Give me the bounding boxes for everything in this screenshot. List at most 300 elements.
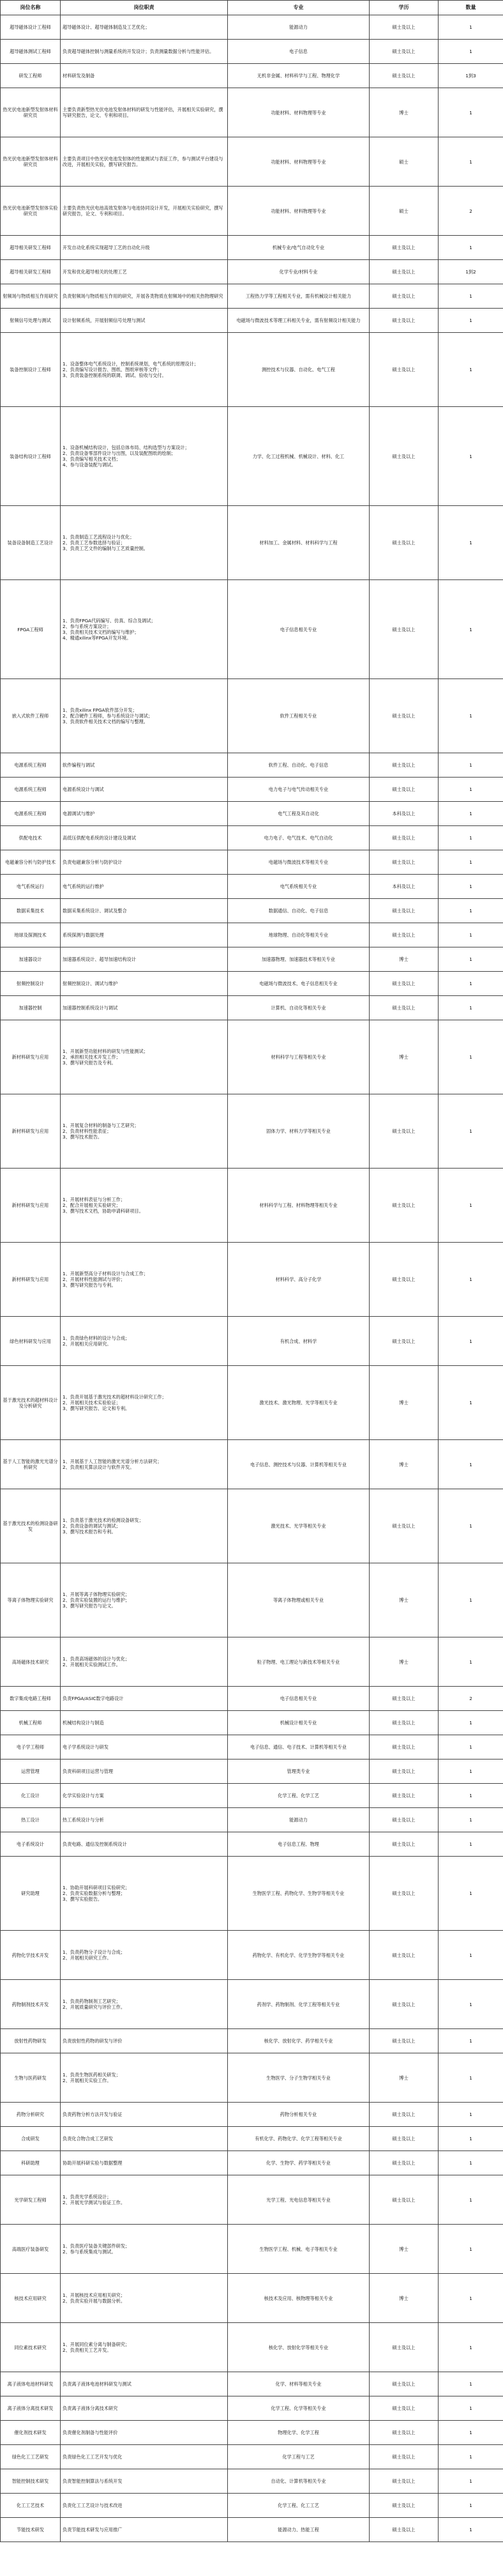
table-row bbox=[1, 64, 503, 88]
count-cell: 1 bbox=[439, 875, 503, 899]
job-title-cell: 热工设计 bbox=[1, 1808, 61, 1832]
education-cell: 硕士及以上 bbox=[370, 2127, 439, 2151]
education-cell: 博士 bbox=[370, 88, 439, 137]
education-cell: 硕士及以上 bbox=[370, 236, 439, 260]
major-cell: 功能材料、材料物理等专业 bbox=[228, 88, 370, 137]
count-cell: 1到2 bbox=[439, 260, 503, 284]
job-title-cell: 热光伏电池新型发射体材料研究员 bbox=[1, 137, 61, 187]
duties-cell: 1、负责光学系统设计； 2、开展光学测试与验证工作。 bbox=[61, 2175, 228, 2225]
count-cell: 1 bbox=[439, 1784, 503, 1808]
duties-cell: 射频控制设计、调试与维护 bbox=[61, 972, 228, 996]
count-cell: 1 bbox=[439, 580, 503, 679]
table-row bbox=[1, 137, 503, 187]
duties-cell: 1、负责基于激光技术的检测设备研发； 2、负责设备的调试与测试； 3、撰写技术报告和专利。 bbox=[61, 1489, 228, 1563]
duties-cell: 1、协助开展科研项目实验研究； 2、负责实验数据分析与整理； 3、撰写实验报告。 bbox=[61, 1857, 228, 1931]
major-cell: 机械专业/电气自动化专业 bbox=[228, 236, 370, 260]
count-cell: 1 bbox=[439, 1759, 503, 1784]
job-title-cell: 节能技术研发 bbox=[1, 2518, 61, 2542]
count-cell: 1 bbox=[439, 2494, 503, 2518]
major-cell: 药物化学、有机化学、化学生物学等相关专业 bbox=[228, 1931, 370, 1980]
duties-cell: 1、设备整体电气系统设计，控制系统规划，电气系统的原理设计； 2、负责编写设计报告、图纸、图纸审核等文件； 3、负责装备控制系统的联调、调试、验收与交付。 bbox=[61, 333, 228, 407]
major-cell: 管理类专业 bbox=[228, 1759, 370, 1784]
table-row bbox=[1, 1243, 503, 1317]
duties-cell: 电源系统设计与调试 bbox=[61, 778, 228, 802]
major-cell: 化学工程、化学等相关专业 bbox=[228, 2396, 370, 2421]
duties-cell: 负责超导磁体控制与测量系统的开发设计；负责测量数据分析与性能评估。 bbox=[61, 40, 228, 64]
major-cell: 电子信息 bbox=[228, 40, 370, 64]
duties-cell: 主要负责热光伏电池高效发射体与电池协同设计开发，开展相关实验研究，撰写研究报告，论文、专利和项目。 bbox=[61, 187, 228, 236]
duties-cell: 负责节能技术研发与应用推广 bbox=[61, 2518, 228, 2542]
job-title-cell: 等离子体物理实验研究 bbox=[1, 1563, 61, 1637]
duties-cell: 负责科研项目运营与管理 bbox=[61, 1759, 228, 1784]
education-cell: 硕士及以上 bbox=[370, 923, 439, 947]
major-cell: 固体力学、材料力学等相关专业 bbox=[228, 1094, 370, 1169]
education-cell: 硕士 bbox=[370, 137, 439, 187]
education-cell: 硕士及以上 bbox=[370, 1094, 439, 1169]
job-title-cell: 光学研发工程师 bbox=[1, 2175, 61, 2225]
table-row bbox=[1, 1094, 503, 1169]
job-title-cell: 电磁兼容分析与防护技术 bbox=[1, 850, 61, 875]
education-cell: 硕士及以上 bbox=[370, 1857, 439, 1931]
duties-cell: 主要负责新型热光伏电池发射体材料的研发与性能评估，开展相关实验研究，撰写研究报告，论文、专利和项目。 bbox=[61, 88, 228, 137]
job-title-cell: 离子液体电池材料研发 bbox=[1, 2372, 61, 2396]
count-cell: 1 bbox=[439, 2103, 503, 2127]
duties-cell: 1、负责开展基于激光技术的超材料设计研究工作； 2、开展相关技术实验验证； 3、撰写研究报告、论文和专利。 bbox=[61, 1366, 228, 1440]
job-title-cell: 电源系统工程师 bbox=[1, 778, 61, 802]
job-title-cell: 高端医疗装备研发 bbox=[1, 2225, 61, 2274]
table-row bbox=[1, 2103, 503, 2127]
major-cell: 化学工程、化工工艺 bbox=[228, 2494, 370, 2518]
count-cell: 1 bbox=[439, 2396, 503, 2421]
education-cell: 硕士及以上 bbox=[370, 1784, 439, 1808]
education-cell: 硕士及以上 bbox=[370, 1711, 439, 1735]
count-cell: 1 bbox=[439, 996, 503, 1020]
table-row bbox=[1, 2151, 503, 2175]
education-cell: 硕士及以上 bbox=[370, 2372, 439, 2396]
count-cell: 1 bbox=[439, 899, 503, 923]
count-cell: 1 bbox=[439, 2421, 503, 2445]
duties-cell: 系统探测与数据处理 bbox=[61, 923, 228, 947]
table-row bbox=[1, 972, 503, 996]
table-row bbox=[1, 2518, 503, 2542]
count-cell: 1 bbox=[439, 284, 503, 309]
education-cell: 硕士及以上 bbox=[370, 1687, 439, 1711]
table-row bbox=[1, 407, 503, 506]
major-cell: 生物医学工程、机械、电子等相关专业 bbox=[228, 2225, 370, 2274]
duties-cell: 1、负责生物医药相关研发； 2、开展相关实验工作。 bbox=[61, 2053, 228, 2103]
major-cell: 化学专业/材料专业 bbox=[228, 260, 370, 284]
education-cell: 硕士及以上 bbox=[370, 996, 439, 1020]
table-row bbox=[1, 1169, 503, 1243]
job-title-cell: 嵌入式软件工程师 bbox=[1, 679, 61, 753]
education-cell: 博士 bbox=[370, 1366, 439, 1440]
education-cell: 硕士及以上 bbox=[370, 2175, 439, 2225]
education-cell: 硕士及以上 bbox=[370, 1489, 439, 1563]
table-row bbox=[1, 333, 503, 407]
education-cell: 硕士及以上 bbox=[370, 899, 439, 923]
count-cell: 1 bbox=[439, 1243, 503, 1317]
duties-cell: 软件编程与调试 bbox=[61, 753, 228, 778]
major-cell: 软件工程相关专业 bbox=[228, 679, 370, 753]
major-cell: 电力电子与电气传动相关专业 bbox=[228, 778, 370, 802]
duties-cell: 1、负责绿色材料的设计与合成； 2、开展相关应用研究。 bbox=[61, 1317, 228, 1366]
major-cell: 材料科学与工程等相关专业 bbox=[228, 1020, 370, 1094]
table-row bbox=[1, 899, 503, 923]
count-cell: 2 bbox=[439, 187, 503, 236]
table-row bbox=[1, 2372, 503, 2396]
table-row bbox=[1, 1563, 503, 1637]
major-cell: 地球物理、自动化等相关专业 bbox=[228, 923, 370, 947]
job-title-cell: 运营管理 bbox=[1, 1759, 61, 1784]
major-cell: 等离子体物理或相关专业 bbox=[228, 1563, 370, 1637]
table-row bbox=[1, 1020, 503, 1094]
education-cell: 硕士及以上 bbox=[370, 1980, 439, 2029]
major-cell: 化学、材料等相关专业 bbox=[228, 2372, 370, 2396]
major-cell: 计算机、自动化等相关专业 bbox=[228, 996, 370, 1020]
education-cell: 硕士及以上 bbox=[370, 2494, 439, 2518]
count-cell: 1 bbox=[439, 506, 503, 580]
job-title-cell: 化工工艺技术 bbox=[1, 2494, 61, 2518]
job-title-cell: 热光伏电池新型发射体实验研究员 bbox=[1, 187, 61, 236]
major-cell: 化学工程、化学工艺 bbox=[228, 1784, 370, 1808]
major-cell: 粒子物理、电工理论与新技术等相关专业 bbox=[228, 1637, 370, 1687]
major-cell: 核技术及应用、核物理等相关专业 bbox=[228, 2274, 370, 2323]
job-title-cell: 药物化学技术开发 bbox=[1, 1931, 61, 1980]
count-cell: 2 bbox=[439, 1687, 503, 1711]
duties-cell: 负责离子液体分离技术研究 bbox=[61, 2396, 228, 2421]
major-cell: 药剂学、药物制剂、化学工程等相关专业 bbox=[228, 1980, 370, 2029]
education-cell: 硕士及以上 bbox=[370, 2469, 439, 2494]
job-title-cell: 药物分析研究 bbox=[1, 2103, 61, 2127]
education-cell: 本科及以上 bbox=[370, 802, 439, 826]
duties-cell: 负责离子液体电池材料研发与测试 bbox=[61, 2372, 228, 2396]
education-cell: 博士 bbox=[370, 1637, 439, 1687]
count-cell: 1 bbox=[439, 778, 503, 802]
table-row bbox=[1, 679, 503, 753]
education-cell: 博士 bbox=[370, 2274, 439, 2323]
count-cell: 1 bbox=[439, 333, 503, 407]
duties-cell: 开发自动化系统实现超导工艺的自动化升级 bbox=[61, 236, 228, 260]
education-cell: 硕士及以上 bbox=[370, 506, 439, 580]
count-cell: 1 bbox=[439, 1169, 503, 1243]
major-cell: 电磁场与微波技术等理工科相关专业，需有射频设计相关能力 bbox=[228, 309, 370, 333]
duties-cell: 电气系统的运行维护 bbox=[61, 875, 228, 899]
duties-cell: 热工系统设计与分析 bbox=[61, 1808, 228, 1832]
duties-cell: 1、负责药物制剂工艺研究； 2、开展质量研究与评价工作。 bbox=[61, 1980, 228, 2029]
job-title-cell: 热光伏电池新型发射体材料研究员 bbox=[1, 88, 61, 137]
job-title-cell: 射频控制设计 bbox=[1, 972, 61, 996]
count-cell: 1 bbox=[439, 802, 503, 826]
job-title-cell: 加速器控制 bbox=[1, 996, 61, 1020]
count-cell: 1 bbox=[439, 88, 503, 137]
count-cell: 1 bbox=[439, 2445, 503, 2469]
job-title-cell: 装备设备制造工艺设计 bbox=[1, 506, 61, 580]
table-row bbox=[1, 875, 503, 899]
duties-cell: 1、负责药物分子设计与合成； 2、开展相关研究工作。 bbox=[61, 1931, 228, 1980]
table-row bbox=[1, 2029, 503, 2053]
job-title-cell: 超导磁体测试工程师 bbox=[1, 40, 61, 64]
job-title-cell: 装备控制设计工程师 bbox=[1, 333, 61, 407]
count-cell: 1 bbox=[439, 2323, 503, 2372]
education-cell: 硕士及以上 bbox=[370, 15, 439, 40]
duties-cell: 1、开展基于人工智能的激光光谱分析方法研究； 2、负责相关算法设计与软件开发。 bbox=[61, 1440, 228, 1489]
duties-cell: 负责智能控制算法与系统开发 bbox=[61, 2469, 228, 2494]
header-major: 专业 bbox=[228, 1, 370, 15]
table-row bbox=[1, 802, 503, 826]
major-cell: 电子信息工程、物理 bbox=[228, 1832, 370, 1857]
table-row bbox=[1, 40, 503, 64]
job-title-cell: 数据采集技术 bbox=[1, 899, 61, 923]
duties-cell: 1、开展复合材料的制备与工艺研究； 2、负责材料性能表征； 3、撰写技术报告。 bbox=[61, 1094, 228, 1169]
job-title-cell: 基于人工智能的激光光谱分析研究 bbox=[1, 1440, 61, 1489]
table-row bbox=[1, 2175, 503, 2225]
duties-cell: 超导磁体设计、超导磁体制造及工艺优化； bbox=[61, 15, 228, 40]
count-cell: 1 bbox=[439, 1711, 503, 1735]
job-title-cell: 基于激光技术的超材料设计及分析研究 bbox=[1, 1366, 61, 1440]
major-cell: 核化学、放射化学等相关专业 bbox=[228, 2323, 370, 2372]
table-row bbox=[1, 2494, 503, 2518]
education-cell: 硕士及以上 bbox=[370, 1832, 439, 1857]
count-cell: 1 bbox=[439, 2518, 503, 2542]
major-cell: 电子信息相关专业 bbox=[228, 580, 370, 679]
education-cell: 博士 bbox=[370, 2225, 439, 2274]
education-cell: 硕士及以上 bbox=[370, 260, 439, 284]
duties-cell: 1、负责医疗装备关键部件研发； 2、参与系统集成与测试。 bbox=[61, 2225, 228, 2274]
duties-cell: 负责电磁兼容分析与防护设计 bbox=[61, 850, 228, 875]
duties-cell: 1、开展等离子体物理实验研究； 2、负责实验装置的运行与维护； 3、撰写研究报告与论文。 bbox=[61, 1563, 228, 1637]
education-cell: 硕士及以上 bbox=[370, 40, 439, 64]
count-cell: 1 bbox=[439, 1637, 503, 1687]
major-cell: 机械设计相关专业 bbox=[228, 1711, 370, 1735]
duties-cell: 材料研发及制备 bbox=[61, 64, 228, 88]
major-cell: 电气系统相关专业 bbox=[228, 875, 370, 899]
education-cell: 硕士及以上 bbox=[370, 679, 439, 753]
job-title-cell: 装备结构设计工程师 bbox=[1, 407, 61, 506]
education-cell: 硕士及以上 bbox=[370, 2103, 439, 2127]
major-cell: 核化学、放射化学、药学相关专业 bbox=[228, 2029, 370, 2053]
major-cell: 材料科学与工程、材料物理等相关专业 bbox=[228, 1169, 370, 1243]
table-row bbox=[1, 1759, 503, 1784]
education-cell: 硕士及以上 bbox=[370, 850, 439, 875]
count-cell: 1 bbox=[439, 826, 503, 850]
job-title-cell: 数字集成电路工程师 bbox=[1, 1687, 61, 1711]
major-cell: 测控技术与仪器、自动化、电气工程 bbox=[228, 333, 370, 407]
table-row bbox=[1, 1637, 503, 1687]
count-cell: 1 bbox=[439, 1808, 503, 1832]
job-title-cell: 同位素技术研究 bbox=[1, 2323, 61, 2372]
education-cell: 硕士及以上 bbox=[370, 972, 439, 996]
major-cell: 电子信息相关专业 bbox=[228, 1687, 370, 1711]
count-cell: 1 bbox=[439, 1366, 503, 1440]
job-title-cell: 电子系统设计 bbox=[1, 1832, 61, 1857]
job-title-cell: 新材料研发与应用 bbox=[1, 1169, 61, 1243]
education-cell: 博士 bbox=[370, 1440, 439, 1489]
job-title-cell: 放射性药物研发 bbox=[1, 2029, 61, 2053]
duties-cell: 1、开展新型高分子材料设计与合成工作； 2、开展材料性能测试与评价； 3、撰写研究报告与专利。 bbox=[61, 1243, 228, 1317]
count-cell: 1 bbox=[439, 1931, 503, 1980]
education-cell: 硕士 bbox=[370, 187, 439, 236]
count-cell: 1 bbox=[439, 923, 503, 947]
count-cell: 1 bbox=[439, 2469, 503, 2494]
job-title-cell: 药物制剂技术开发 bbox=[1, 1980, 61, 2029]
table-row bbox=[1, 260, 503, 284]
table-row bbox=[1, 923, 503, 947]
job-title-cell: 新材料研发与应用 bbox=[1, 1020, 61, 1094]
major-cell: 能源动力、热能工程 bbox=[228, 2518, 370, 2542]
job-title-cell: 高场磁体技术研究 bbox=[1, 1637, 61, 1687]
count-cell: 1 bbox=[439, 1317, 503, 1366]
job-title-cell: 绿色化工工艺研发 bbox=[1, 2445, 61, 2469]
job-title-cell: 电子学工程师 bbox=[1, 1735, 61, 1759]
count-cell: 1 bbox=[439, 972, 503, 996]
major-cell: 有机化学、药物化学、化学工程等相关专业 bbox=[228, 2127, 370, 2151]
education-cell: 硕士及以上 bbox=[370, 2396, 439, 2421]
education-cell: 博士 bbox=[370, 2053, 439, 2103]
duties-cell: 负责药物分析方法开发与验证 bbox=[61, 2103, 228, 2127]
table-row bbox=[1, 309, 503, 333]
job-title-cell: 智能控制技术研发 bbox=[1, 2469, 61, 2494]
count-cell: 1 bbox=[439, 309, 503, 333]
header-duties: 岗位职责 bbox=[61, 1, 228, 15]
table-row bbox=[1, 1832, 503, 1857]
major-cell: 材料科学、高分子化学 bbox=[228, 1243, 370, 1317]
job-title-cell: 地球及探测技术 bbox=[1, 923, 61, 947]
duties-cell: 负责化工工艺设计与技术改进 bbox=[61, 2494, 228, 2518]
education-cell: 硕士及以上 bbox=[370, 1735, 439, 1759]
major-cell: 电磁场与微波技术、电子信息相关专业 bbox=[228, 972, 370, 996]
job-title-cell: 机械工程师 bbox=[1, 1711, 61, 1735]
duties-cell: 1、负责高场磁体的设计与优化； 2、开展相关实验测试工作。 bbox=[61, 1637, 228, 1687]
count-cell: 1 bbox=[439, 2175, 503, 2225]
table-row bbox=[1, 506, 503, 580]
count-cell: 1 bbox=[439, 2274, 503, 2323]
job-title-cell: 催化剂技术研发 bbox=[1, 2421, 61, 2445]
education-cell: 硕士及以上 bbox=[370, 64, 439, 88]
table-row bbox=[1, 2053, 503, 2103]
header-count: 数量 bbox=[439, 1, 503, 15]
table-row bbox=[1, 236, 503, 260]
table-row bbox=[1, 187, 503, 236]
duties-cell: 负责FPGA/ASIC数字电路设计 bbox=[61, 1687, 228, 1711]
duties-cell: 负责放射性药物的研发与评价 bbox=[61, 2029, 228, 2053]
table-row bbox=[1, 996, 503, 1020]
job-title-cell: 核技术应用研究 bbox=[1, 2274, 61, 2323]
education-cell: 硕士及以上 bbox=[370, 1759, 439, 1784]
education-cell: 硕士及以上 bbox=[370, 284, 439, 309]
table-row bbox=[1, 1687, 503, 1711]
table-row bbox=[1, 1808, 503, 1832]
job-title-cell: 离子液体分离技术研发 bbox=[1, 2396, 61, 2421]
job-title-cell: 基于激光技术的检测设备研发 bbox=[1, 1489, 61, 1563]
count-cell: 1到3 bbox=[439, 64, 503, 88]
job-title-cell: FPGA工程师 bbox=[1, 580, 61, 679]
job-title-cell: 电源系统工程师 bbox=[1, 753, 61, 778]
major-cell: 无机非金属、材料科学与工程、物理化学 bbox=[228, 64, 370, 88]
count-cell: 1 bbox=[439, 2127, 503, 2151]
table-row bbox=[1, 1857, 503, 1931]
major-cell: 能源动力 bbox=[228, 1808, 370, 1832]
major-cell: 激光技术、激光物理、光学等相关专业 bbox=[228, 1366, 370, 1440]
duties-cell: 化学实验设计与方案 bbox=[61, 1784, 228, 1808]
job-title-cell: 射频场与物质相互作用研究 bbox=[1, 284, 61, 309]
header-job-title: 岗位名称 bbox=[1, 1, 61, 15]
duties-cell: 1、设备机械结构设计，包括总体布局、结构选型与方案设计； 2、负责设备零部件设计与出图，以及装配图纸的绘制； 3、负责编写相关技术文档； 4、参与设备装配与调试。 bbox=[61, 407, 228, 506]
education-cell: 硕士及以上 bbox=[370, 309, 439, 333]
major-cell: 工程热力学等工程相关专业，需有机械设计相关能力 bbox=[228, 284, 370, 309]
job-title-cell: 供配电技术 bbox=[1, 826, 61, 850]
duties-cell: 加速器系统设计、超导加速结构设计 bbox=[61, 947, 228, 972]
table-row bbox=[1, 2445, 503, 2469]
duties-cell: 负责电路、通信及控制系统设计 bbox=[61, 1832, 228, 1857]
duties-cell: 负责催化剂制备与性能评价 bbox=[61, 2421, 228, 2445]
job-title-cell: 化工设计 bbox=[1, 1784, 61, 1808]
table-row bbox=[1, 778, 503, 802]
table-row bbox=[1, 15, 503, 40]
duties-cell: 设计射频系统，开展射频信号处理与测试 bbox=[61, 309, 228, 333]
job-title-cell: 超导相关研发工程师 bbox=[1, 236, 61, 260]
major-cell: 生物医学工程、药物化学、生物学等相关专业 bbox=[228, 1857, 370, 1931]
table-row bbox=[1, 1735, 503, 1759]
major-cell: 电子信息、测控技术与仪器、计算机等相关专业 bbox=[228, 1440, 370, 1489]
job-title-cell: 电气系统运行 bbox=[1, 875, 61, 899]
job-title-cell: 新材料研发与应用 bbox=[1, 1094, 61, 1169]
count-cell: 1 bbox=[439, 850, 503, 875]
table-row bbox=[1, 2323, 503, 2372]
job-title-cell: 超导相关研发工程师 bbox=[1, 260, 61, 284]
table-row bbox=[1, 580, 503, 679]
table-row bbox=[1, 2225, 503, 2274]
count-cell: 1 bbox=[439, 2225, 503, 2274]
education-cell: 硕士及以上 bbox=[370, 2151, 439, 2175]
count-cell: 1 bbox=[439, 2151, 503, 2175]
duties-cell: 电源调试与维护 bbox=[61, 802, 228, 826]
table-row bbox=[1, 1784, 503, 1808]
education-cell: 硕士及以上 bbox=[370, 2421, 439, 2445]
job-title-cell: 新材料研发与应用 bbox=[1, 1243, 61, 1317]
duties-cell: 加速器控制系统设计与调试 bbox=[61, 996, 228, 1020]
education-cell: 硕士及以上 bbox=[370, 2029, 439, 2053]
duties-cell: 1、负责制造工艺流程设计与优化； 2、负责工艺参数选择与验证； 3、负责工艺文件的编制与工艺质量控制。 bbox=[61, 506, 228, 580]
duties-cell: 1、负责FPGA代码编写、仿真、综合及调试； 2、参与系统方案设计； 3、负责相关技术文档的编写与维护； 4、精通xilinx等FPGA开发环境。 bbox=[61, 580, 228, 679]
table-header-row bbox=[1, 1, 503, 15]
count-cell: 1 bbox=[439, 236, 503, 260]
duties-cell: 协助开展科研实验与数据整理 bbox=[61, 2151, 228, 2175]
education-cell: 硕士及以上 bbox=[370, 580, 439, 679]
major-cell: 加速器物理、加速器技术等相关专业 bbox=[228, 947, 370, 972]
count-cell: 1 bbox=[439, 1832, 503, 1857]
count-cell: 1 bbox=[439, 40, 503, 64]
major-cell: 数据通信、自动化、电子信息 bbox=[228, 899, 370, 923]
major-cell: 药物分析相关专业 bbox=[228, 2103, 370, 2127]
count-cell: 1 bbox=[439, 947, 503, 972]
job-title-cell: 科研助理 bbox=[1, 2151, 61, 2175]
major-cell: 化学工程与工艺 bbox=[228, 2445, 370, 2469]
table-row bbox=[1, 2396, 503, 2421]
header-education: 学历 bbox=[370, 1, 439, 15]
major-cell: 功能材料、材料物理等专业 bbox=[228, 187, 370, 236]
job-title-cell: 射频信号处理与测试 bbox=[1, 309, 61, 333]
duties-cell: 负责化合物合成工艺研发 bbox=[61, 2127, 228, 2151]
table-row bbox=[1, 2127, 503, 2151]
major-cell: 软件工程、自动化、电子信息 bbox=[228, 753, 370, 778]
table-row bbox=[1, 947, 503, 972]
count-cell: 1 bbox=[439, 137, 503, 187]
major-cell: 功能材料、材料物理等专业 bbox=[228, 137, 370, 187]
duties-cell: 1、开展同位素分离与制备研究； 2、负责相关工艺开发。 bbox=[61, 2323, 228, 2372]
count-cell: 1 bbox=[439, 1440, 503, 1489]
count-cell: 1 bbox=[439, 753, 503, 778]
major-cell: 自动化、计算机等相关专业 bbox=[228, 2469, 370, 2494]
